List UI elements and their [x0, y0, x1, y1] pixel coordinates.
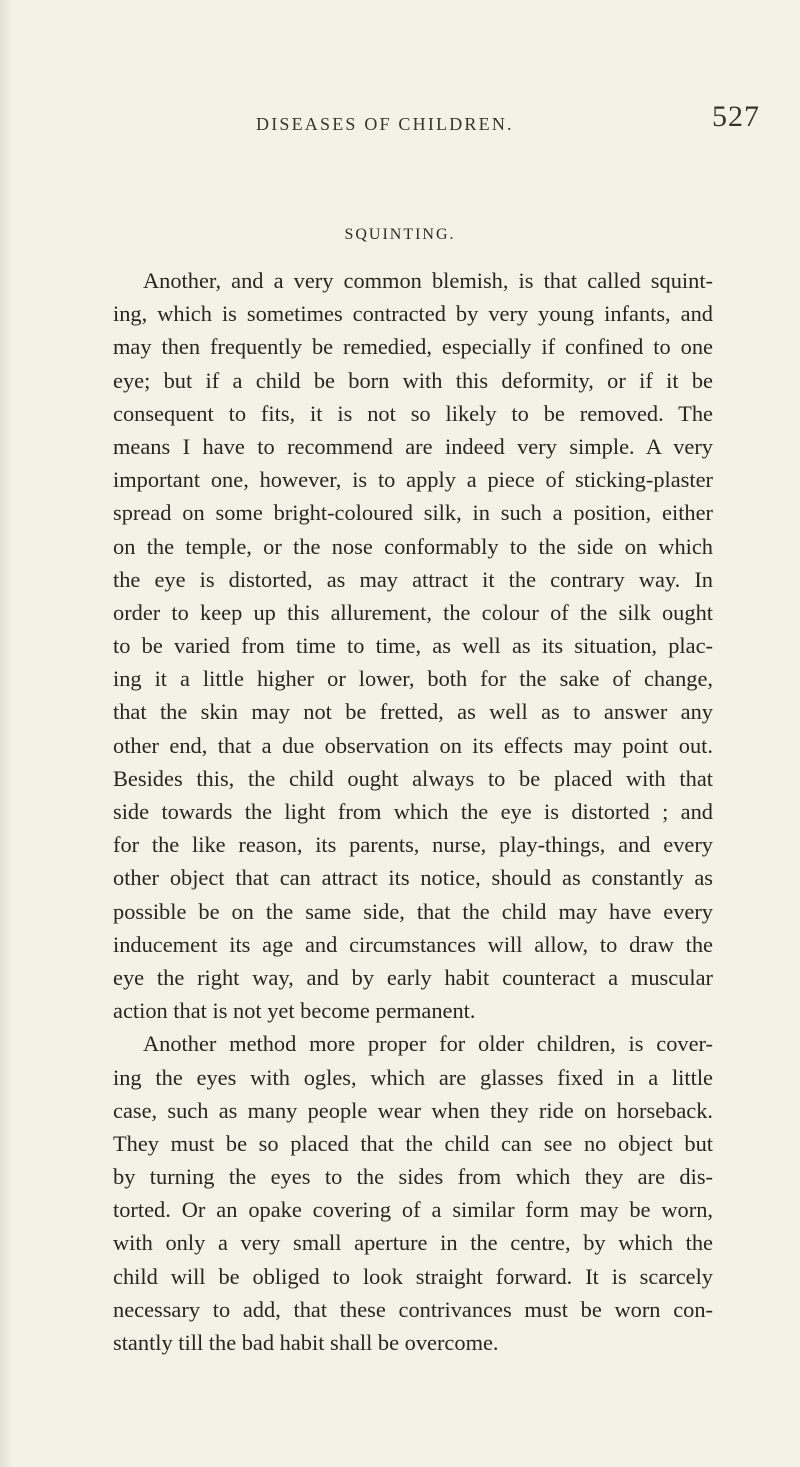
text-line: that the skin may not be fretted, as well as to answer any [113, 699, 713, 725]
text-line: action that is not yet become permanent. [113, 998, 476, 1024]
text-line: order to keep up this allurement, the colour of the silk ought [113, 599, 713, 625]
text-line: by turning the eyes to the sides from which they are dis- [113, 1164, 713, 1190]
text-line: spread on some bright-coloured silk, in such a position, either [113, 500, 713, 526]
text-line: They must be so placed that the child can see no object but [113, 1130, 713, 1156]
text-line: important one, however, is to apply a piece of sticking-plaster [113, 467, 713, 493]
text-line: inducement its age and circumstances will allow, to draw the [113, 931, 713, 957]
running-head [0, 96, 800, 136]
text-line: ing it a little higher or lower, both for the sake of change, [113, 666, 713, 692]
text-line: the eye is distorted, as may attract it the contrary way. In [113, 566, 713, 592]
text-line: stantly till the bad habit shall be overcome. [113, 1330, 499, 1355]
text-line: for the like reason, its parents, nurse, play-things, and every [113, 832, 713, 858]
text-line: Another, and a very common blemish, is that called squint- [143, 268, 713, 293]
text-line: Besides this, the child ought always to be placed with that [113, 765, 713, 791]
text-line: with only a very small aperture in the centre, by which the [113, 1230, 713, 1256]
section-title: SQUINTING. [344, 226, 456, 243]
text-line: side towards the light from which the eye is distorted ; and [113, 799, 713, 824]
text-line: on the temple, or the nose conformably to the side on which [113, 533, 713, 559]
text-line: child will be obliged to look straight forward. It is scarcely [113, 1263, 713, 1289]
running-title: DISEASES OF CHILDREN. [256, 114, 514, 134]
text-line: Another method more proper for older children, is cover- [143, 1031, 713, 1057]
text-line: means I have to recommend are indeed very simple. A very [113, 433, 713, 459]
text-line: torted. Or an opake covering of a similar form may be worn, [113, 1197, 713, 1223]
body-text [113, 264, 713, 1359]
text-line: to be varied from time to time, as well as its situation, plac- [113, 633, 713, 659]
text-line: ing, which is sometimes contracted by very young infants, and [113, 301, 713, 327]
text-line: eye the right way, and by early habit counteract a muscular [113, 964, 713, 990]
text-line: consequent to fits, it is not so likely to be removed. The [113, 400, 713, 426]
text-line: other object that can attract its notice, should as constantly as [113, 865, 713, 891]
text-line: ing the eyes with ogles, which are glasses fixed in a little [113, 1064, 713, 1090]
page-number: 527 [712, 100, 760, 133]
text-line: may then frequently be remedied, especially if confined to one [113, 334, 713, 360]
text-line: case, such as many people wear when they ride on horseback. [113, 1097, 713, 1123]
text-line: other end, that a due observation on its effects may point out. [113, 732, 713, 758]
text-line: necessary to add, that these contrivances must be worn con- [113, 1296, 713, 1322]
text-line: eye; but if a child be born with this deformity, or if it be [113, 367, 713, 393]
text-line: possible be on the same side, that the child may have every [113, 898, 713, 924]
binding-shadow [0, 0, 12, 1467]
